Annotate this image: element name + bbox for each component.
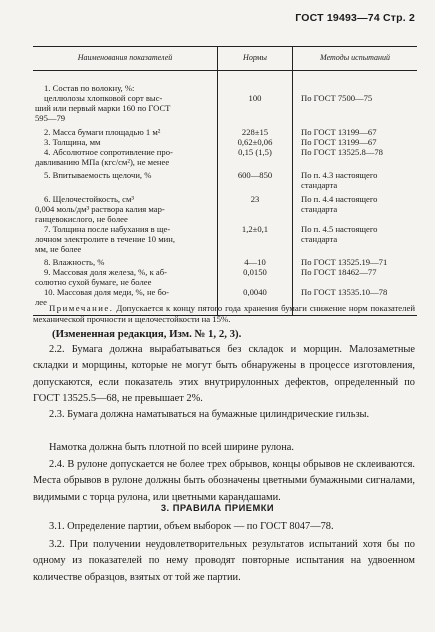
indicator-name: 6. Щелочестойкость, см³ <box>44 194 135 204</box>
test-method-cont: стандарта <box>301 180 338 190</box>
norm-value: 228±15 <box>218 123 293 137</box>
indicator-name: 9. Массовая доля железа, %, к аб- <box>44 267 167 277</box>
indicator-name: мм, не более <box>35 244 82 254</box>
indicator-name: 2. Масса бумаги площадью 1 м² <box>44 127 161 137</box>
indicator-name: 1. Состав по волокну, %: <box>44 83 135 93</box>
norm-value: 4—10 <box>218 254 293 267</box>
specification-table <box>33 46 417 316</box>
norm-value: 600—850 <box>218 167 293 190</box>
revision-note: (Измененная редакция, Изм. № 1, 2, 3). <box>52 328 242 340</box>
note-label: Примечание. <box>49 303 114 313</box>
column-header: Наименования показателей <box>33 47 218 71</box>
paragraph-3-2: 3.2. При получении неудовлетворительных результатов испытаний хотя бы по одному из показателей по нему проводят повторные испытания на удвоенном количестве образцов, взятых от той же партии. <box>33 539 415 583</box>
paragraph-2-2: 2.2. Бумага должна вырабатываться без складок и морщин. Малозаметные складки и морщины, которые не могут быть обнаружены в процессе изготовления, допускаются, если показатель этих внутрирулонных дефектов, определенный по ГОСТ 13525.5—68, не превышает 2%. <box>33 344 415 404</box>
table-row <box>33 167 417 190</box>
indicator-name: 7. Толщина после набухания в ще- <box>44 224 171 234</box>
indicator-name: 595—79 <box>35 113 66 123</box>
table-row <box>33 254 417 267</box>
indicator-name: солютно сухой бумаге, не более <box>35 277 152 287</box>
test-method: По ГОСТ 13525.19—71 <box>301 257 388 267</box>
table-row <box>33 224 417 254</box>
indicator-name: 10. Массовая доля меди, %, не бо- <box>44 287 170 297</box>
test-method: По ГОСТ 13199—67 <box>301 127 377 137</box>
indicator-name: лочном электролите в течение 10 мин, <box>35 234 176 244</box>
paragraph-2-4: 2.4. В рулоне допускается не более трех обрывов, концы обрывов не склеиваются. Места обрывов в рулоне должны быть обозначены цветными бумажными сигналами, видимыми с торца рулона, или цветными карандашами. <box>33 459 415 503</box>
indicator-name: 4. Абсолютное сопротивление про- <box>44 147 173 157</box>
table-header-row <box>33 47 417 71</box>
paragraph-2-3: 2.3. Бумага должна наматываться на бумажные цилиндрические гильзы. <box>49 409 370 420</box>
table-row <box>33 71 417 124</box>
norm-value: 0,15 (1,5) <box>218 147 293 167</box>
norm-value: 1,2±0,1 <box>218 224 293 254</box>
indicator-name: лее <box>35 297 47 307</box>
test-method: По ГОСТ 7500—75 <box>301 93 373 103</box>
norm-value: 0,0150 <box>218 267 293 287</box>
section-title: 3. ПРАВИЛА ПРИЕМКИ <box>160 503 275 513</box>
table-row <box>33 147 417 167</box>
indicator-name: 0,004 моль/дм³ раствора калия мар- <box>35 204 165 214</box>
norm-value: 0,62±0,06 <box>218 137 293 147</box>
table-row <box>33 190 417 224</box>
test-method: По ГОСТ 18462—77 <box>301 267 377 277</box>
test-method-cont: стандарта <box>301 234 338 244</box>
indicator-name: целлюлозы хлопковой сорт выс- <box>44 93 163 103</box>
norm-value: 100 <box>248 93 262 103</box>
test-method: По ГОСТ 13535.10—78 <box>293 287 418 316</box>
test-method: По п. 4.4 настоящего <box>301 194 378 204</box>
paragraph-2-3-winding: Намотка должна быть плотной по всей ширине рулона. <box>49 442 295 453</box>
test-method: По п. 4.3 настоящего <box>301 170 378 180</box>
indicator-name: давливанию МПа (кгс/см²), не менее <box>35 157 170 167</box>
norm-value: 23 <box>218 190 293 224</box>
test-method: По п. 4.5 настоящего <box>301 224 378 234</box>
table-row <box>33 137 417 147</box>
test-method: По ГОСТ 13199—67 <box>301 137 377 147</box>
table-row <box>33 123 417 137</box>
indicator-name: ший или первый марки 160 по ГОСТ <box>35 103 171 113</box>
paragraph-3-1: 3.1. Определение партии, объем выборок — по ГОСТ 8047—78. <box>49 521 334 532</box>
indicator-name: 3. Толщина, мм <box>44 137 101 147</box>
norm-value: 0,0040 <box>218 287 293 316</box>
indicator-name: ганцевокислого, не более <box>35 214 128 224</box>
note-text: Допускается к концу пятого года хранения бумаги снижение норм показателей механической прочности и щелочестойкости на 15%. <box>33 303 415 324</box>
indicator-name: 5. Впитываемость щелочи, % <box>44 170 152 180</box>
indicator-name: 8. Влажность, % <box>44 257 105 267</box>
test-method-cont: стандарта <box>301 204 338 214</box>
table-note <box>33 303 415 325</box>
table-row <box>33 267 417 287</box>
test-method: По ГОСТ 13525.8—78 <box>301 147 383 157</box>
column-header: Нормы <box>218 47 293 71</box>
column-header: Методы испытаний <box>293 47 418 71</box>
page-header: ГОСТ 19493—74 Стр. 2 <box>295 12 415 24</box>
